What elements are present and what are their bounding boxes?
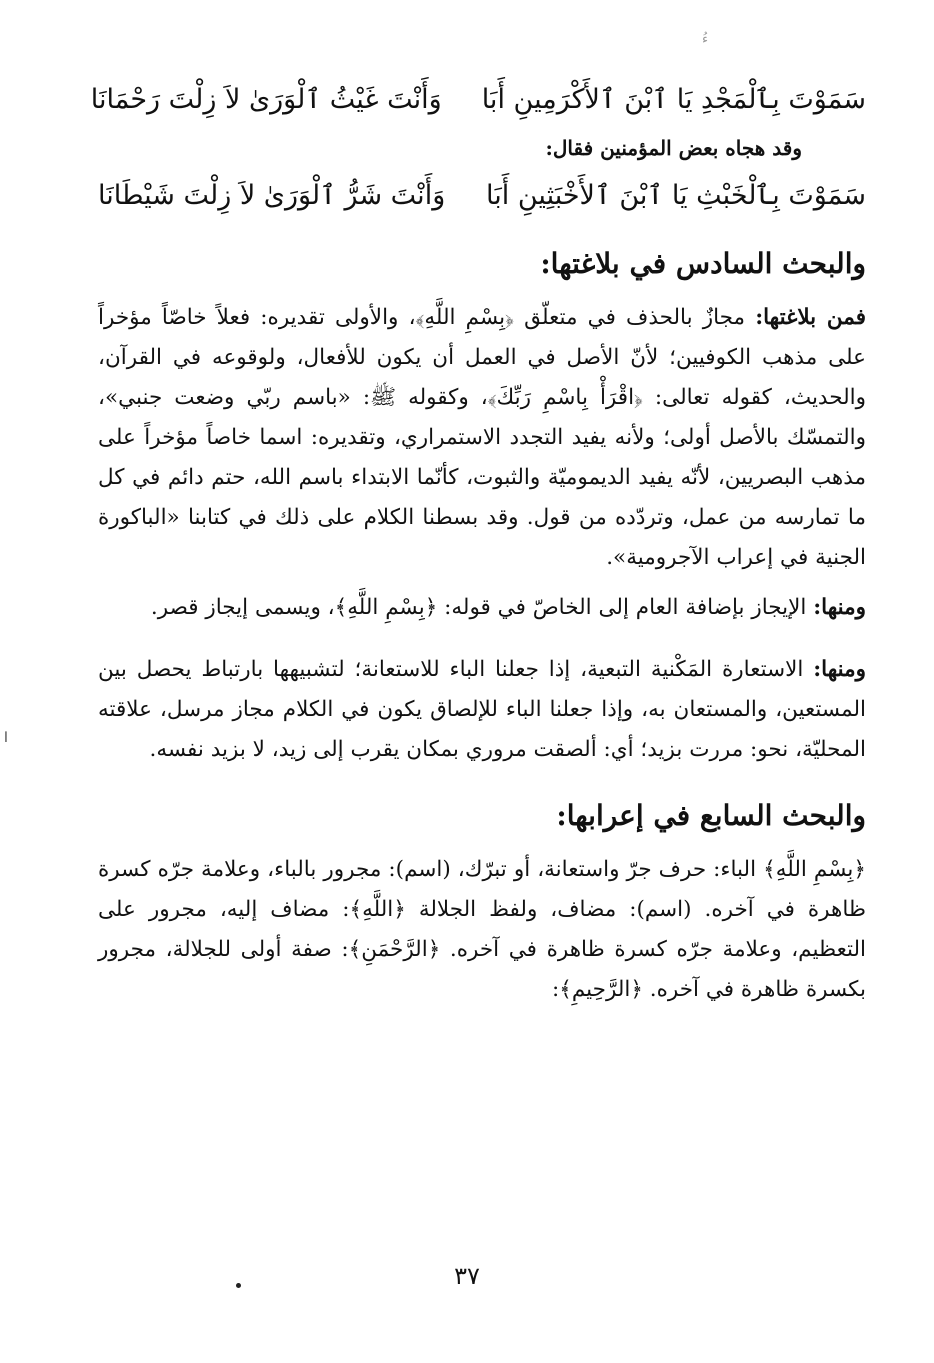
scan-mark: ءُ [702, 32, 709, 47]
section-6-paragraph-2 [98, 588, 866, 628]
verse-1-first-hemistich: سَمَوْتَ بِٱلْمَجْدِ يَا ٱبْنَ ٱلأَكْرَمِينِ أَبَا [481, 84, 866, 115]
page-number: ٣٧ [454, 1262, 480, 1290]
paragraph-text: الإيجاز بإضافة العام إلى الخاصّ في قوله: ﴿بِسْمِ اللَّهِ﴾، ويسمى إيجاز قصر. [150, 595, 814, 620]
verse-2-second-hemistich: وَأَنْتَ شَرُّ ٱلْوَرَىٰ لاَ زِلْتَ شَيْطَانَا [98, 180, 446, 211]
section-6-heading: والبحث السادس في بلاغتها: [540, 247, 866, 280]
ink-dot [236, 1283, 241, 1288]
paragraph-lead: فمن بلاغتها: [755, 305, 866, 330]
section-7-paragraph-1: ﴿بِسْمِ اللَّهِ﴾ الباء: حرف جرّ واستعانة، أو تبرّك، (اسم): مجرور بالباء، وعلامة جرّه كسرة ظاهرة في آخره. (اسم): مضاف، ولفظ الجلالة ﴿اللَّهِ﴾: مضاف إليه، مجرور على التعظيم، وعلامة جرّه كسرة ظاهرة في آخره. ﴿الرَّحْمَنِ﴾: صفة أولى للجلالة، مجرور بكسرة ظاهرة في آخره. ﴿الرَّحِيمِ﴾: [98, 857, 866, 1002]
verse-2-first-hemistich: سَمَوْتَ بِٱلْخَبْثِ يَا ٱبْنَ ٱلأَخْبَثِينِ أَبَا [486, 180, 866, 211]
poem-verse-1 [90, 78, 866, 122]
margin-mark: ا [4, 730, 8, 746]
verse-1-second-hemistich: وَأَنْتَ غَيْثُ ٱلْوَرَىٰ لاَ زِلْتَ رَحْمَانَا [90, 84, 442, 115]
poem-intro-line: وقد هجاه بعض المؤمنين فقال: [545, 136, 802, 160]
paragraph-text: مجازٌ بالحذف في متعلّق ﴿بِسْمِ اللَّهِ﴾، والأولى تقديره: فعلاً خاصّاً مؤخراً على مذهب الكوفيين؛ لأنّ الأصل في العمل أن يكون للأفعال، ولوقوعه في القرآن، والحديث، كقوله تعالى: ﴿اقْرَأْ بِاسْمِ رَبِّكَ﴾، وكقوله ﷺ: «باسم ربّي وضعت جنبي»، والتمسّك بالأصل أولى؛ ولأنه يفيد التجدد الاستمراري، وتقديره: اسما خاصاً مؤخراً على مذهب البصريين، لأنّه يفيد الديموميّة والثبوت، كأنّما الابتداء باسم الله، حتم دائم في كل ما تمارسه من عمل، وتردّده من قول. وقد بسطنا الكلام على ذلك في كتابنا «الباكورة الجنية في إعراب الآجرومية». [98, 305, 867, 570]
poem-verse-2 [98, 174, 866, 218]
paragraph-lead: ومنها: [813, 595, 866, 620]
section-6-paragraph-1 [98, 298, 866, 578]
section-7-heading: والبحث السابع في إعرابها: [556, 799, 866, 832]
paragraph-lead: ومنها: [813, 657, 866, 682]
paragraph-text: الاستعارة المَكْنية التبعية، إذا جعلنا الباء للاستعانة؛ لتشبيهها بارتباط يحصل بين المستعين، والمستعان به، وإذا جعلنا الباء للإلصاق يكون في الكلام مجاز مرسل، علاقته المحليّة، نحو: مررت بزيد؛ أي: ألصقت مروري بمكان يقرب إلى زيد، لا بزيد نفسه. [98, 657, 866, 762]
section-6-paragraph-3 [98, 650, 866, 770]
